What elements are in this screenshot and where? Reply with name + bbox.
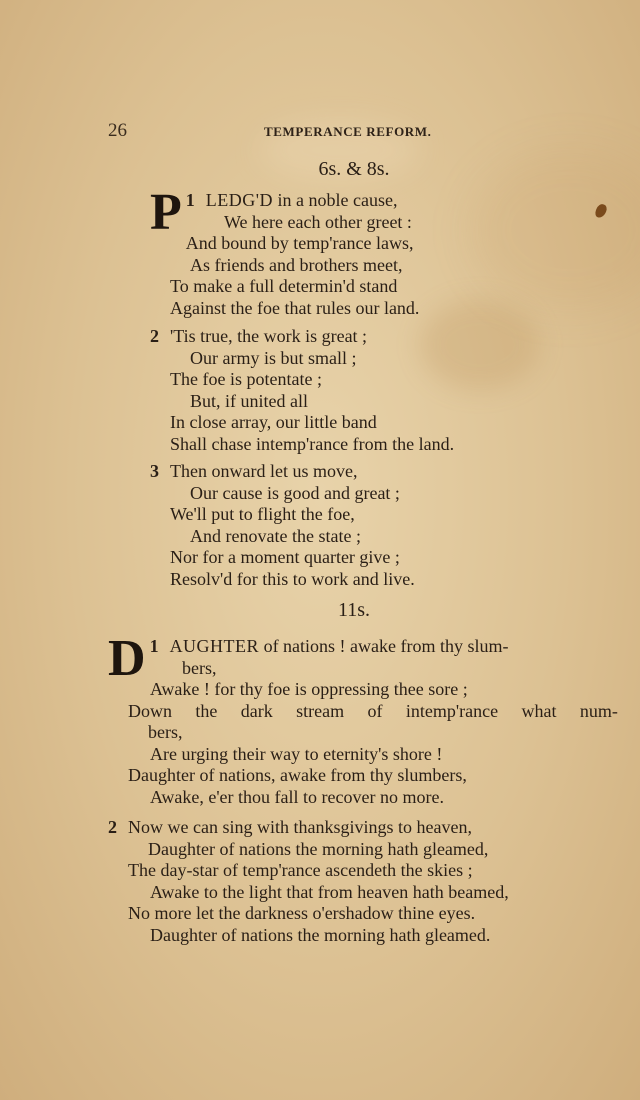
verse-line: But, if united all bbox=[190, 390, 308, 411]
verse-line: And renovate the state ; bbox=[190, 525, 361, 546]
verse-line: Daughter of nations, awake from thy slumbers, bbox=[128, 765, 467, 785]
verse-line: Awake ! for thy foe is oppressing thee sore ; bbox=[150, 679, 468, 699]
page-header bbox=[0, 120, 640, 146]
stanza bbox=[108, 630, 618, 808]
verse-text: 'Tis true, the work is great ; bbox=[170, 326, 368, 346]
stanza bbox=[150, 184, 420, 319]
stanza bbox=[150, 461, 415, 590]
drop-cap: D bbox=[108, 630, 146, 687]
verse-word: stream bbox=[296, 700, 345, 721]
running-head: TEMPERANCE REFORM. bbox=[264, 124, 432, 139]
ink-blot bbox=[594, 203, 608, 220]
verse-text: Then onward let us move, bbox=[170, 461, 358, 481]
verse-line: The day-star of temp'rance ascendeth the skies ; bbox=[128, 860, 473, 880]
verse-line: bers, bbox=[182, 657, 217, 678]
stanza-number: 2 bbox=[108, 817, 117, 837]
justified-verse-line bbox=[108, 701, 618, 723]
verse-line: In close array, our little band bbox=[170, 412, 377, 432]
stanza-number: 2 bbox=[150, 326, 159, 346]
verse-word: Down bbox=[128, 700, 172, 721]
stanza bbox=[108, 817, 509, 946]
verse-line: Resolv'd for this to work and live. bbox=[170, 568, 415, 589]
stanza-number: 1 bbox=[149, 636, 159, 656]
verse-word: the bbox=[195, 700, 218, 721]
page-number: 26 bbox=[108, 120, 127, 141]
verse-line: We here each other greet : bbox=[224, 211, 412, 232]
verse-line: As friends and brothers meet, bbox=[190, 254, 403, 275]
stanza bbox=[150, 326, 454, 455]
verse-word: num- bbox=[579, 700, 618, 721]
verse-line: Daughter of nations the morning hath gleamed, bbox=[148, 838, 489, 859]
verse-text: of nations ! awake from thy slum- bbox=[259, 636, 509, 656]
verse-line: Our cause is good and great ; bbox=[190, 482, 400, 503]
verse-line: Shall chase intemp'rance from the land. bbox=[170, 433, 455, 454]
verse-line: Are urging their way to eternity's shore ! bbox=[150, 743, 443, 764]
stanza-number: 3 bbox=[150, 461, 159, 481]
verse-line: The foe is potentate ; bbox=[170, 369, 322, 389]
small-caps-word: LEDG'D bbox=[205, 190, 273, 210]
verse-word: dark bbox=[240, 700, 273, 721]
hymn-meter: 11s. bbox=[337, 599, 371, 621]
verse-line: Against the foe that rules our land. bbox=[170, 297, 420, 318]
verse-line: To make a full determin'd stand bbox=[170, 276, 398, 296]
verse-line: Awake to the light that from heaven hath beamed, bbox=[150, 881, 509, 902]
hymn-meter: 6s. & 8s. bbox=[318, 158, 390, 180]
stanza-number: 1 bbox=[185, 190, 195, 210]
verse-text: Now we can sing with thanksgivings to heaven, bbox=[128, 817, 472, 837]
drop-cap: P bbox=[150, 184, 182, 241]
verse-line: We'll put to flight the foe, bbox=[170, 504, 355, 524]
verse-line: Awake, e'er thou fall to recover no more. bbox=[150, 786, 444, 807]
verse-word: intemp'rance bbox=[405, 700, 499, 721]
verse-line: Daughter of nations the morning hath gleamed. bbox=[150, 924, 491, 945]
verse-line: bers, bbox=[148, 722, 183, 742]
verse-line: And bound by temp'rance laws, bbox=[185, 233, 414, 253]
verse-line: Our army is but small ; bbox=[190, 347, 357, 368]
verse-line: No more let the darkness o'ershadow thine eyes. bbox=[128, 903, 476, 923]
verse-line: Nor for a moment quarter give ; bbox=[170, 547, 400, 567]
verse-text: in a noble cause, bbox=[273, 190, 398, 210]
verse-word: of bbox=[367, 700, 383, 721]
verse-word: what bbox=[521, 700, 557, 721]
small-caps-word: AUGHTER bbox=[169, 636, 260, 656]
